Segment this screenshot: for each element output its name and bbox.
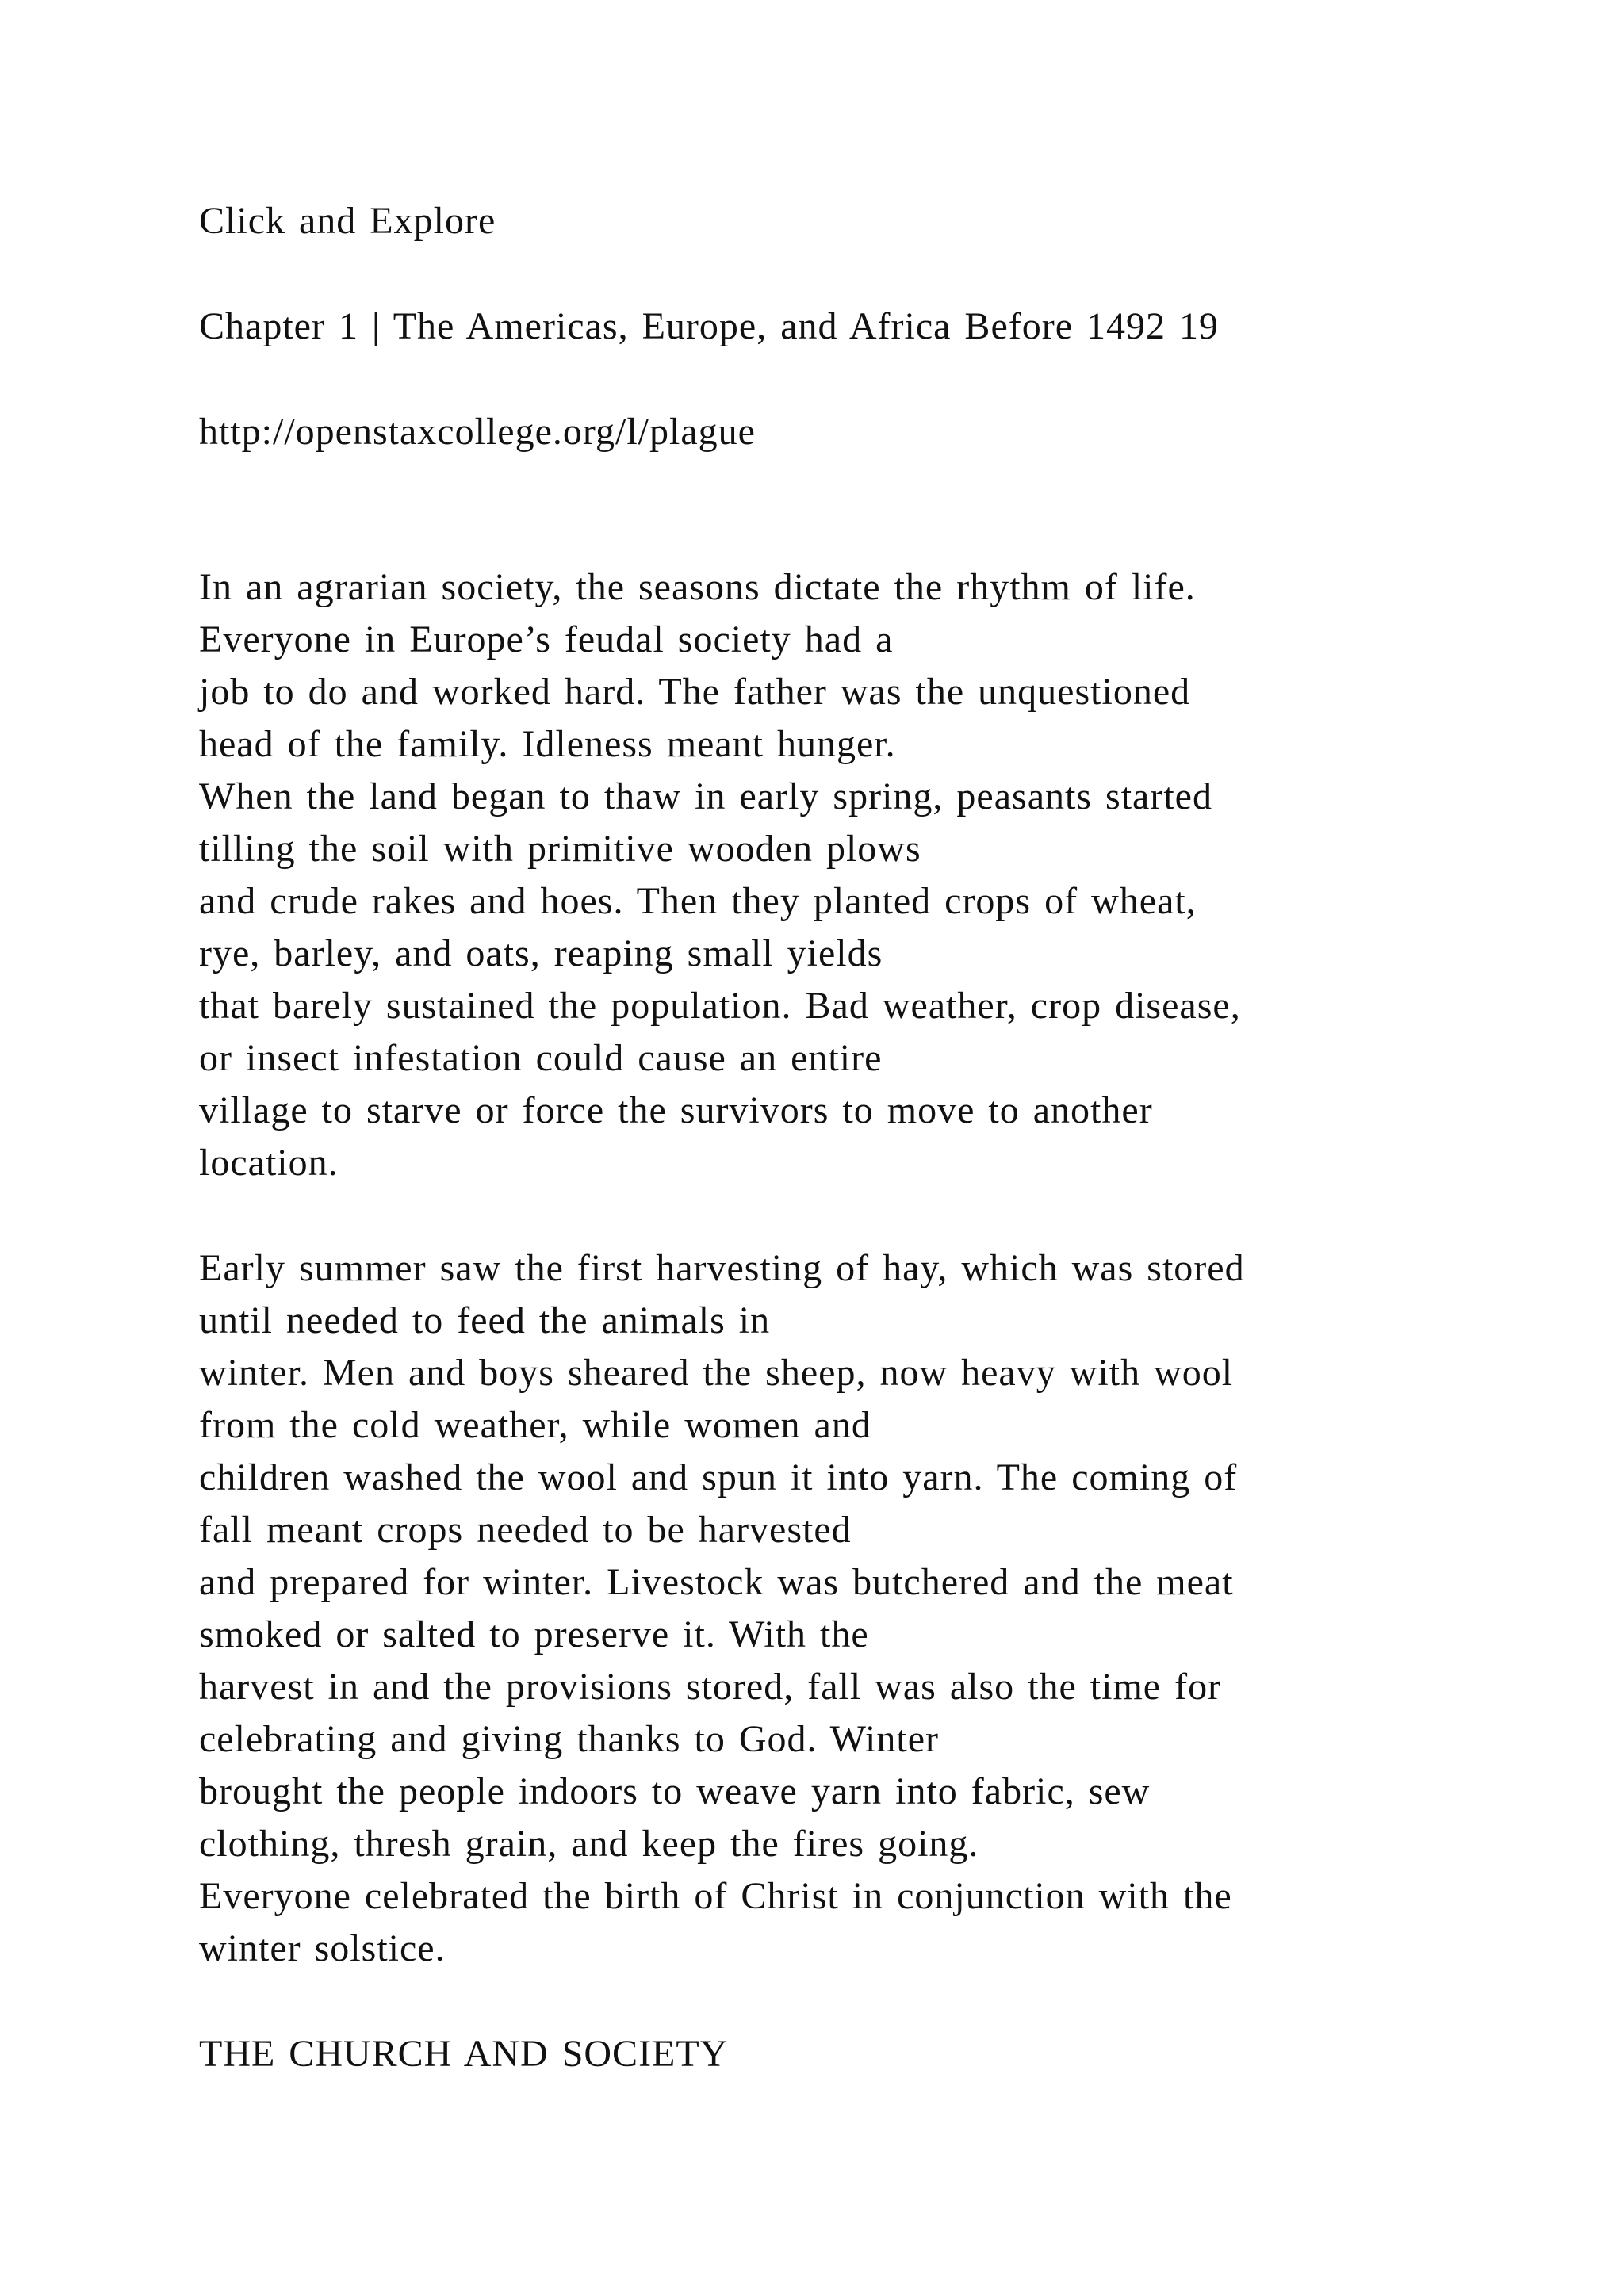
text-line: rye, barley, and oats, reaping small yields [199, 932, 883, 974]
text-line: smoked or salted to preserve it. With the [199, 1613, 869, 1655]
section-heading: THE CHURCH AND SOCIETY [199, 2033, 729, 2075]
text-line: brought the people indoors to weave yarn into fabric, sew [199, 1770, 1151, 1812]
text-line: head of the family. Idleness meant hunger. [199, 723, 896, 765]
text-line: and crude rakes and hoes. Then they planted crops of wheat, [199, 880, 1197, 922]
text-line: celebrating and giving thanks to God. Winter [199, 1718, 939, 1760]
text-line: Everyone in Europe’s feudal society had a [199, 618, 894, 660]
text-line: fall meant crops needed to be harvested [199, 1509, 852, 1551]
text-line: location. [199, 1142, 339, 1184]
resource-link[interactable]: http://openstaxcollege.org/l/plague [199, 411, 756, 453]
text-line: In an agrarian society, the seasons dictate the rhythm of life. [199, 566, 1196, 608]
click-and-explore-heading: Click and Explore [199, 200, 496, 242]
text-line: tilling the soil with primitive wooden plows [199, 828, 921, 870]
text-line: children washed the wool and spun it into yarn. The coming of [199, 1456, 1238, 1498]
text-line: When the land began to thaw in early spring, peasants started [199, 775, 1212, 817]
text-line: and prepared for winter. Livestock was butchered and the meat [199, 1561, 1234, 1603]
text-line: job to do and worked hard. The father was the unquestioned [199, 671, 1191, 713]
text-line: winter solstice. [199, 1927, 446, 1969]
text-line: clothing, thresh grain, and keep the fires going. [199, 1823, 979, 1865]
text-line: that barely sustained the population. Bad weather, crop disease, [199, 985, 1241, 1027]
text-line: Early summer saw the first harvesting of hay, which was stored [199, 1247, 1245, 1289]
text-line: winter. Men and boys sheared the sheep, now heavy with wool [199, 1352, 1234, 1394]
text-line: until needed to feed the animals in [199, 1299, 771, 1341]
text-line: or insect infestation could cause an entire [199, 1037, 883, 1079]
text-line: village to starve or force the survivors to move to another [199, 1089, 1153, 1131]
text-line: harvest in and the provisions stored, fall was also the time for [199, 1666, 1222, 1708]
text-line: from the cold weather, while women and [199, 1404, 871, 1446]
text-line: Everyone celebrated the birth of Christ in conjunction with the [199, 1875, 1232, 1917]
chapter-running-header: Chapter 1 | The Americas, Europe, and Africa Before 1492 19 [199, 305, 1220, 347]
